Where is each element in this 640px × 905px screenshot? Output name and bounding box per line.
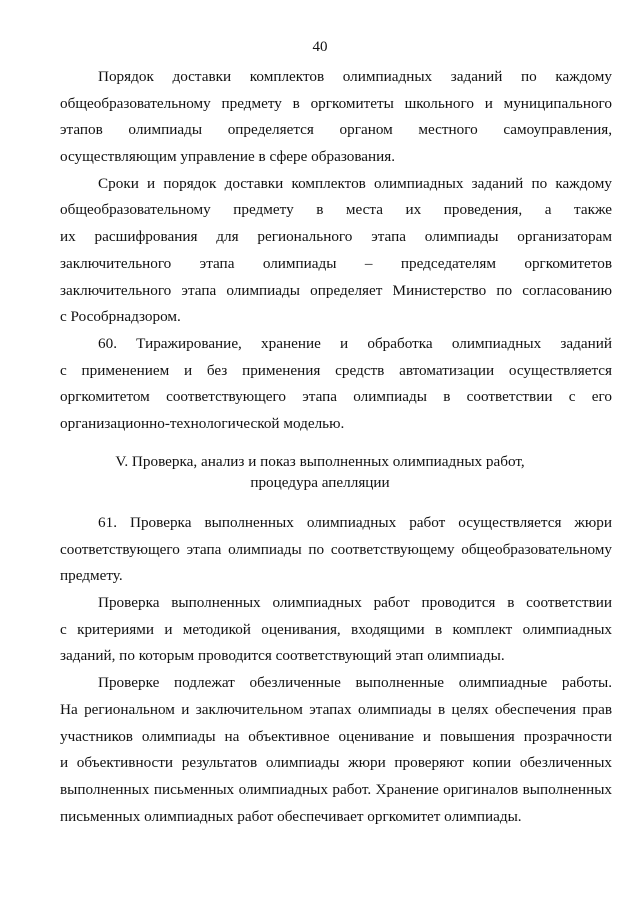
text-block-upper xyxy=(60,64,612,438)
text-line: заключительного этапа олимпиады определяет Министерство по согласованию xyxy=(60,281,612,299)
text-line: предмету. xyxy=(60,567,123,585)
heading-line: V. Проверка, анализ и показ выполненных олимпиадных работ, xyxy=(115,453,525,470)
text-line: заданий, по которым проводится соответствующий этап олимпиады. xyxy=(60,647,505,665)
text-line: соответствующего этапа олимпиады по соответствующему общеобразовательному xyxy=(60,540,612,558)
text-line: организационно-технологической моделью. xyxy=(60,414,345,432)
text-line: этапов олимпиады определяется органом местного самоуправления, xyxy=(60,121,612,139)
text-line: Проверка выполненных олимпиадных работ проводится в соответствии xyxy=(98,594,612,612)
text-line: с критериями и методикой оценивания, входящими в комплект олимпиадных xyxy=(60,620,612,638)
text-line: их расшифрования для регионального этапа олимпиады организаторам xyxy=(60,228,612,246)
text-line: общеобразовательному предмету в места их проведения, а также xyxy=(60,201,612,219)
text-block-lower xyxy=(60,510,612,830)
text-line: письменных олимпиадных работ обеспечивает оргкомитет олимпиады. xyxy=(60,807,522,825)
text-line: с Рособрнадзором. xyxy=(60,308,181,326)
text-line: Сроки и порядок доставки комплектов олимпиадных заданий по каждому xyxy=(98,174,612,192)
text-line: 61. Проверка выполненных олимпиадных работ осуществляется жюри xyxy=(98,514,612,531)
text-line: с применением и без применения средств автоматизации осуществляется xyxy=(60,361,612,379)
text-line: заключительного этапа олимпиады – председателям оргкомитетов xyxy=(60,254,612,272)
text-line: Проверке подлежат обезличенные выполненные олимпиадные работы. xyxy=(98,674,612,692)
text-line: Порядок доставки комплектов олимпиадных заданий по каждому xyxy=(98,68,612,85)
text-line: оргкомитетом соответствующего этапа олимпиады в соответствии с его xyxy=(60,388,612,406)
page-number: 40 xyxy=(312,39,328,55)
text-line: общеобразовательному предмету в оргкомитеты школьного и муниципального xyxy=(60,94,612,112)
section-heading xyxy=(0,451,640,493)
text-line: участников олимпиады на объективное оценивание и повышения прозрачности xyxy=(60,727,612,745)
text-line: 60. Тиражирование, хранение и обработка олимпиадных заданий xyxy=(98,334,612,352)
text-line: выполненных письменных олимпиадных работ. Хранение оригиналов выполненных xyxy=(60,780,612,798)
text-line: и объективности результатов олимпиады жюри проверяют копии обезличенных xyxy=(60,754,612,772)
text-line: На региональном и заключительном этапах олимпиады в целях обеспечения прав xyxy=(60,700,612,718)
text-line: осуществляющим управление в сфере образования. xyxy=(60,148,396,166)
heading-line: процедура апелляции xyxy=(250,474,390,491)
